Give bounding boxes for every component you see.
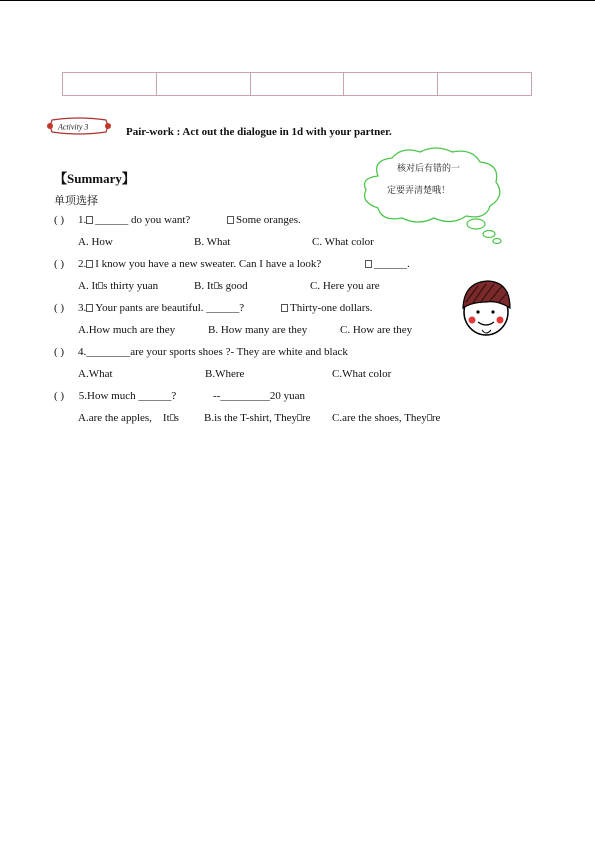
cartoon-face-icon: [458, 278, 514, 338]
option-a[interactable]: [78, 412, 179, 424]
question-stem: How much ______?: [87, 390, 177, 402]
activity-badge-label: Activity 3: [58, 122, 89, 132]
option-text: A. It: [78, 280, 99, 292]
answer-paren[interactable]: ( ): [54, 390, 65, 402]
checkbox-icon: [281, 304, 288, 312]
question-stem: I know you have a new sweater. Can I have a look?: [95, 258, 322, 270]
question-stem: ______ do you want?: [95, 214, 191, 226]
option-c[interactable]: C.What color: [332, 368, 392, 380]
question-number: 3.: [78, 302, 87, 314]
activity-badge: [46, 117, 112, 135]
table-cell[interactable]: [156, 73, 250, 96]
answer-paren[interactable]: ( ): [54, 302, 65, 314]
option-b[interactable]: [204, 412, 311, 424]
question-1: [78, 214, 190, 226]
question-1-response: [227, 214, 301, 226]
option-b[interactable]: B.Where: [205, 368, 245, 380]
checkbox-icon: [365, 260, 372, 268]
question-number: 2.: [78, 258, 87, 270]
question-response: ______.: [374, 258, 410, 270]
table-cell[interactable]: [438, 73, 532, 96]
question-response: Thirty-one dollars.: [290, 302, 373, 314]
option-text: re: [302, 412, 311, 424]
answer-paren[interactable]: ( ): [54, 258, 65, 270]
option-text: B. It: [194, 280, 214, 292]
option-b[interactable]: B. How many are they: [208, 324, 308, 336]
option-text: It: [162, 412, 170, 424]
checkbox-icon: [86, 304, 93, 312]
badge-ornament-icon: [105, 123, 111, 129]
option-a[interactable]: [78, 280, 158, 292]
checkbox-icon: [86, 260, 93, 268]
table-cell[interactable]: [344, 73, 438, 96]
table-cell[interactable]: [250, 73, 344, 96]
option-c[interactable]: C. Here you are: [310, 280, 380, 292]
option-text: re: [431, 412, 441, 424]
checkbox-icon: [86, 216, 93, 224]
question-number: 1.: [78, 214, 87, 226]
question-5-response: --_________20 yuan: [213, 390, 305, 402]
question-stem: ________are your sports shoes ?- They are white and black: [86, 346, 348, 358]
option-c[interactable]: C. What color: [312, 236, 374, 248]
question-4: [78, 346, 348, 358]
option-text: A.are the apples,: [78, 412, 152, 424]
option-text: C.are the shoes, They: [332, 412, 427, 424]
question-number: 5.: [76, 390, 87, 402]
option-text: s good: [218, 280, 248, 292]
activity-instruction: Pair-work : Act out the dialogue in 1d with your partner.: [126, 126, 392, 138]
question-stem: Your pants are beautiful. ______?: [95, 302, 245, 314]
option-a[interactable]: A. How: [78, 236, 113, 248]
answer-paren[interactable]: ( ): [54, 214, 65, 226]
blank-answer-table: [62, 72, 532, 96]
question-5: [76, 390, 176, 402]
option-b[interactable]: B. What: [194, 236, 231, 248]
top-rule: [0, 0, 595, 1]
checkbox-icon: [227, 216, 234, 224]
question-2: [78, 258, 321, 270]
answer-paren[interactable]: ( ): [54, 346, 65, 358]
question-number: 4.: [78, 346, 87, 358]
summary-heading: 【Summary】: [54, 171, 135, 186]
section-title: 单项选择: [54, 194, 98, 207]
table-cell[interactable]: [63, 73, 157, 96]
option-a[interactable]: A.What: [78, 368, 113, 380]
question-2-response: [365, 258, 410, 270]
badge-ornament-icon: [47, 123, 53, 129]
bubble-text-line1: 核对后有错的一: [397, 164, 461, 174]
question-response: Some oranges.: [236, 214, 301, 226]
option-c[interactable]: [332, 412, 440, 424]
option-b[interactable]: [194, 280, 248, 292]
option-a[interactable]: A.How much are they: [78, 324, 176, 336]
option-text: s thirty yuan: [103, 280, 159, 292]
question-3: [78, 302, 244, 314]
option-text: s: [174, 412, 179, 424]
option-text: B.is the T-shirt, They: [204, 412, 297, 424]
bubble-text-line2: 定要弄清楚哦！: [387, 186, 451, 196]
option-c[interactable]: C. How are they: [340, 324, 413, 336]
question-3-response: [281, 302, 372, 314]
